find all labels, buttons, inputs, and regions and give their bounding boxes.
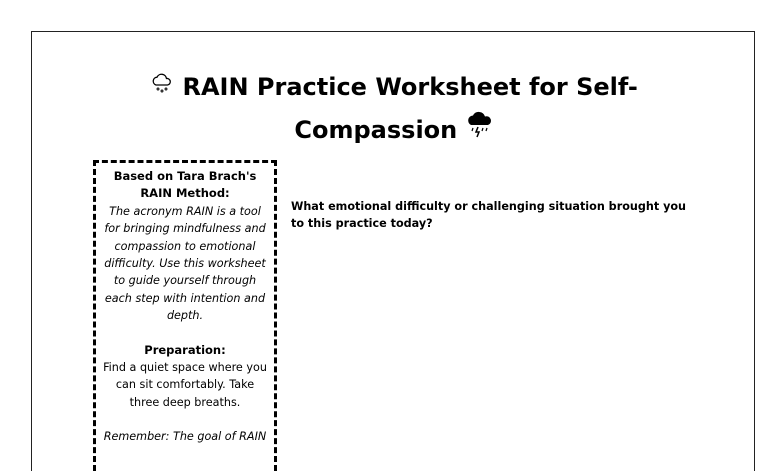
title-line-1: RAIN Practice Worksheet for Self- [182,73,638,101]
cloud-with-snow-icon [150,67,174,109]
remember-text: Remember: The goal of RAIN [103,430,267,444]
sidebar-spacer [102,325,268,342]
preparation-text: Find a quiet space where you can sit comfortably. Take three deep breaths. [103,361,267,409]
rain-method-sidebar [93,160,277,471]
sidebar-intro: The acronym RAIN is a tool for bringing mindfulness and compassion to emotional difficulty. Use this worksheet to guide yourself through each step with intention and depth. [104,204,266,323]
sidebar-heading: Based on Tara Brach's RAIN Method: [113,169,257,201]
sidebar-spacer-2 [102,411,268,428]
reflection-question: What emotional difficulty or challenging situation brought you to this practice today? [291,200,687,230]
preparation-heading: Preparation: [144,342,226,357]
page-title [32,66,755,152]
cloud-with-lightning-rain-icon [466,110,494,152]
worksheet-page [31,31,755,471]
title-line-2: Compassion [294,116,458,144]
